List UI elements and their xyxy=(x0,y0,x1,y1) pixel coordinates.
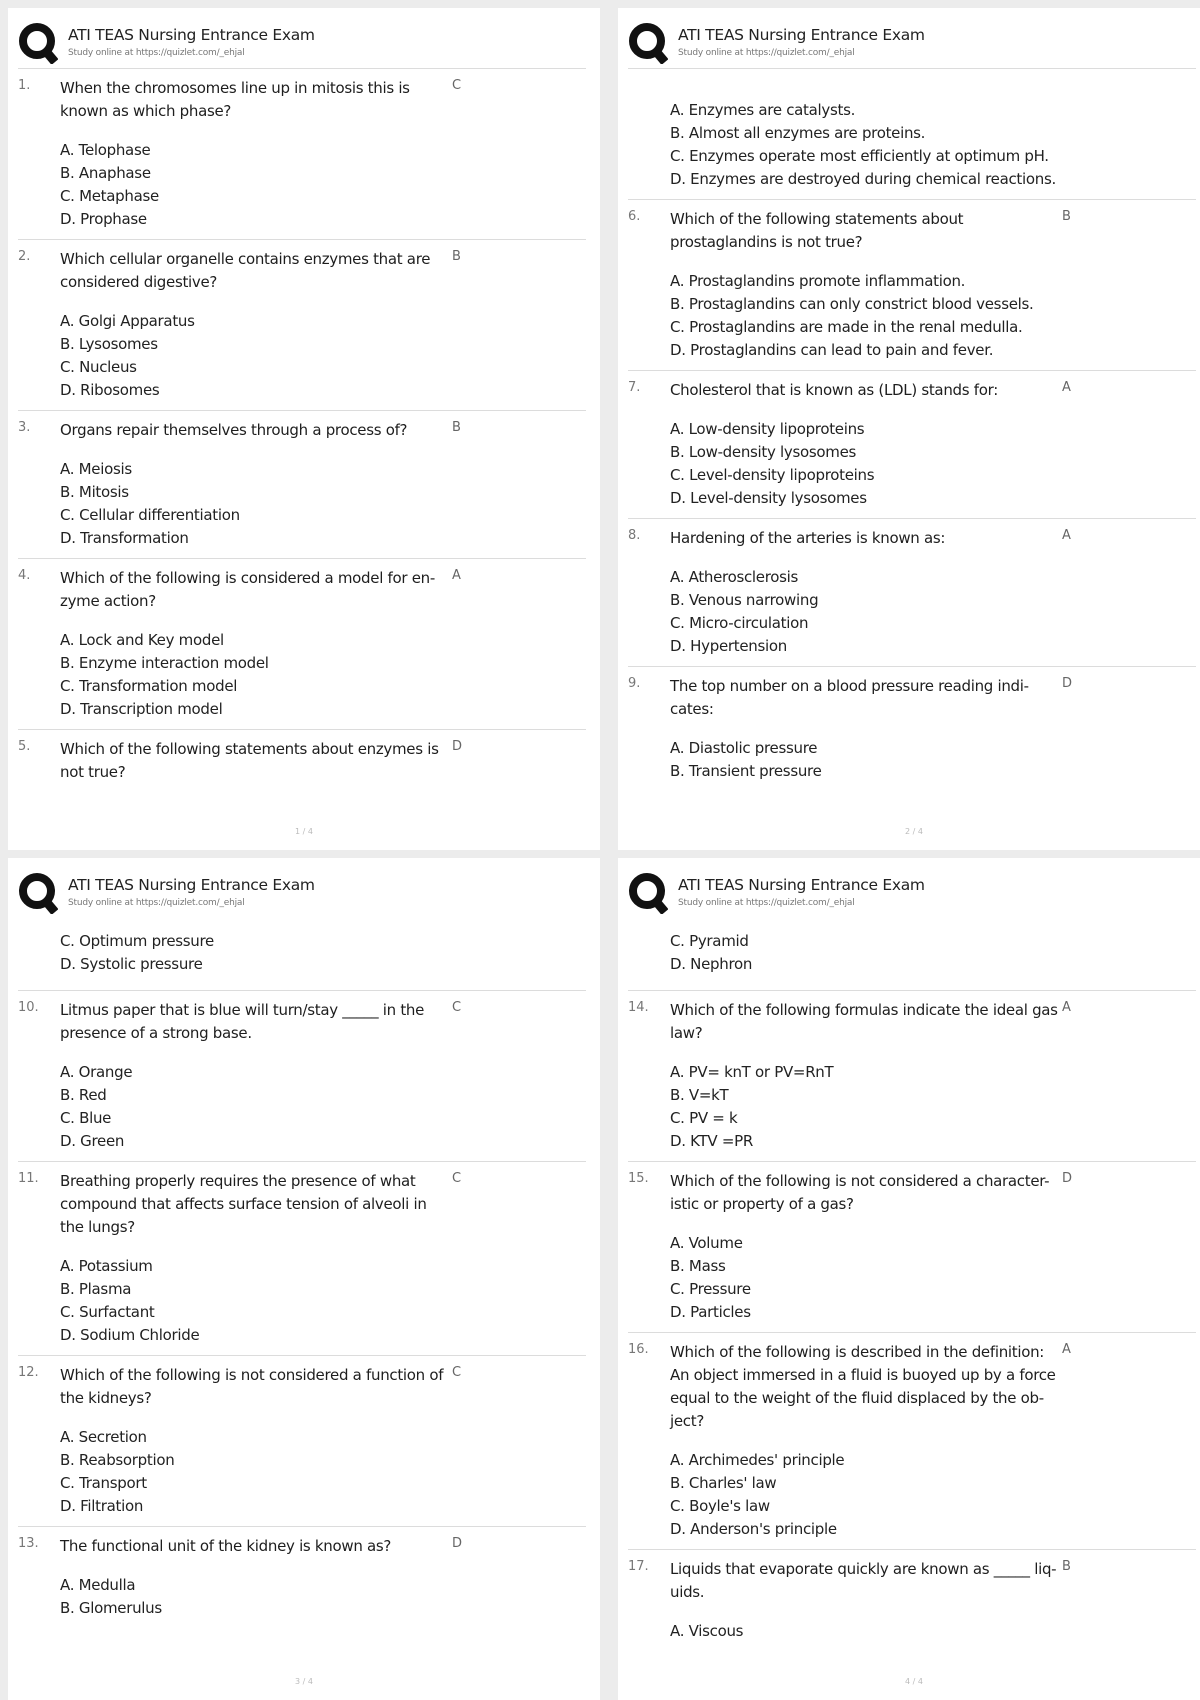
answer-key: D xyxy=(1062,1171,1073,1186)
option: C. Blue xyxy=(60,1109,112,1127)
question-text: Which of the following is not considered a function of the kidneys? xyxy=(60,1366,444,1407)
answer-key: C xyxy=(452,1365,462,1380)
question-item xyxy=(18,1161,586,1355)
option: C. PV = k xyxy=(670,1109,738,1127)
answer-options xyxy=(60,310,586,402)
question-list xyxy=(18,68,586,792)
option: D. Transcription model xyxy=(60,700,223,718)
question-item xyxy=(18,729,586,792)
question-item xyxy=(628,1549,1196,1651)
page-4 xyxy=(618,858,1200,1700)
question-text: Which of the following formulas indicate the ideal gas law? xyxy=(670,1001,1058,1042)
option: B. Charles' law xyxy=(670,1474,777,1492)
answer-options xyxy=(670,270,1196,362)
answer-key: C xyxy=(452,1171,462,1186)
question-text: Which cellular organelle contains enzymes that are considered digestive? xyxy=(60,250,431,291)
question-item xyxy=(628,199,1196,370)
option: C. Level-density lipoproteins xyxy=(670,466,875,484)
answer-key: B xyxy=(452,249,461,264)
page-subtitle: Study online at https://quizlet.com/_ehjal xyxy=(68,48,245,58)
option: A. Potassium xyxy=(60,1257,153,1275)
option: C. Optimum pressure xyxy=(60,932,214,950)
option: B. Mass xyxy=(670,1257,726,1275)
question-item xyxy=(18,239,586,410)
question-text: When the chromosomes line up in mitosis this is known as which phase? xyxy=(60,79,410,120)
answer-options xyxy=(670,1061,1196,1153)
option: A. Golgi Apparatus xyxy=(60,312,195,330)
answer-options xyxy=(60,1255,586,1347)
option: D. Nephron xyxy=(670,955,753,973)
answer-key: D xyxy=(452,739,463,754)
option: C. Cellular differentiation xyxy=(60,506,240,524)
option: B. Venous narrowing xyxy=(670,591,819,609)
question-item xyxy=(628,1161,1196,1332)
option: B. Plasma xyxy=(60,1280,132,1298)
page-header xyxy=(18,22,588,70)
answer-key: A xyxy=(452,568,461,583)
quizlet-logo-icon xyxy=(628,22,668,64)
page-2 xyxy=(618,8,1200,850)
answer-options xyxy=(60,1426,586,1518)
answer-key: A xyxy=(1062,380,1071,395)
question-item xyxy=(628,518,1196,666)
option: B. Prostaglandins can only constrict blood vessels. xyxy=(670,295,1034,313)
answer-key: B xyxy=(452,420,461,435)
question-list xyxy=(628,918,1196,1651)
option: C. Transformation model xyxy=(60,677,238,695)
option: D. Particles xyxy=(670,1303,751,1321)
option: D. Hypertension xyxy=(670,637,787,655)
page-number: 3 / 4 xyxy=(295,1677,313,1686)
question-text: Breathing properly requires the presence of what compound that affects surface tension of alveoli in the lungs? xyxy=(60,1172,427,1236)
page-subtitle: Study online at https://quizlet.com/_ehjal xyxy=(678,48,855,58)
option: B. Low-density lysosomes xyxy=(670,443,857,461)
option: B. Transient pressure xyxy=(670,762,822,780)
page-3 xyxy=(8,858,600,1700)
question-list xyxy=(18,918,586,1628)
option: D. Enzymes are destroyed during chemical reactions. xyxy=(670,170,1056,188)
option: D. Green xyxy=(60,1132,125,1150)
page-header xyxy=(18,872,588,920)
option: D. Transformation xyxy=(60,529,189,547)
option: B. Red xyxy=(60,1086,107,1104)
page-title: ATI TEAS Nursing Entrance Exam xyxy=(68,876,315,894)
quizlet-logo-icon xyxy=(628,872,668,914)
option: A. Diastolic pressure xyxy=(670,739,818,757)
page-number: 1 / 4 xyxy=(295,827,313,836)
question-number: 10. xyxy=(18,1000,39,1015)
question-number: 14. xyxy=(628,1000,649,1015)
option: D. Prophase xyxy=(60,210,147,228)
option: A. Medulla xyxy=(60,1576,136,1594)
question-item xyxy=(628,666,1196,791)
question-item xyxy=(628,370,1196,518)
answer-options xyxy=(670,1232,1196,1324)
option: D. Ribosomes xyxy=(60,381,160,399)
answer-options xyxy=(670,1620,1196,1643)
question-item xyxy=(18,69,586,239)
option: A. Meiosis xyxy=(60,460,132,478)
question-item xyxy=(18,990,586,1161)
question-number: 5. xyxy=(18,739,31,754)
question-number: 15. xyxy=(628,1171,649,1186)
question-number: 7. xyxy=(628,380,641,395)
option: A. Lock and Key model xyxy=(60,631,224,649)
question-item xyxy=(628,990,1196,1161)
answer-key: D xyxy=(1062,676,1073,691)
answer-options xyxy=(60,458,586,550)
option: C. Metaphase xyxy=(60,187,159,205)
question-text: The top number on a blood pressure reading indi- cates: xyxy=(670,677,1029,718)
question-text: Litmus paper that is blue will turn/stay _____ in the presence of a strong base. xyxy=(60,1001,425,1042)
continued-options xyxy=(628,918,1196,990)
question-text: Liquids that evaporate quickly are known as _____ liq- uids. xyxy=(670,1560,1057,1601)
answer-options xyxy=(60,139,586,231)
option: A. Telophase xyxy=(60,141,151,159)
question-number: 3. xyxy=(18,420,31,435)
continued-options xyxy=(18,918,586,990)
question-text: Organs repair themselves through a process of? xyxy=(60,421,408,439)
page-subtitle: Study online at https://quizlet.com/_ehjal xyxy=(678,898,855,908)
question-item xyxy=(18,1526,586,1628)
question-item xyxy=(18,558,586,729)
answer-key: C xyxy=(452,78,462,93)
option: B. Glomerulus xyxy=(60,1599,162,1617)
question-text: Hardening of the arteries is known as: xyxy=(670,529,946,547)
option: C. Nucleus xyxy=(60,358,137,376)
option: B. Reabsorption xyxy=(60,1451,175,1469)
page-title: ATI TEAS Nursing Entrance Exam xyxy=(678,26,925,44)
option: D. Prostaglandins can lead to pain and fever. xyxy=(670,341,994,359)
option: A. Secretion xyxy=(60,1428,147,1446)
question-item xyxy=(18,1355,586,1526)
answer-key: B xyxy=(1062,1559,1071,1574)
page-title: ATI TEAS Nursing Entrance Exam xyxy=(678,876,925,894)
page-1 xyxy=(8,8,600,850)
question-number: 13. xyxy=(18,1536,39,1551)
option: C. Prostaglandins are made in the renal medulla. xyxy=(670,318,1023,336)
quizlet-logo-icon xyxy=(18,872,58,914)
option: A. Viscous xyxy=(670,1622,744,1640)
page-number: 2 / 4 xyxy=(905,827,923,836)
answer-options xyxy=(60,1061,586,1153)
option: C. Pressure xyxy=(670,1280,751,1298)
question-list xyxy=(628,68,1196,791)
question-number: 2. xyxy=(18,249,31,264)
answer-key: C xyxy=(452,1000,462,1015)
option: A. Prostaglandins promote inflammation. xyxy=(670,272,966,290)
question-number: 17. xyxy=(628,1559,649,1574)
question-text: The functional unit of the kidney is known as? xyxy=(60,1537,392,1555)
page-header xyxy=(628,872,1198,920)
question-text: Which of the following is not considered a character- istic or property of a gas? xyxy=(670,1172,1050,1213)
question-text: Which of the following statements about enzymes is not true? xyxy=(60,740,439,781)
answer-key: B xyxy=(1062,209,1071,224)
quizlet-logo-icon xyxy=(18,22,58,64)
answer-key: A xyxy=(1062,1000,1071,1015)
page-header xyxy=(628,22,1198,70)
option: C. Pyramid xyxy=(670,932,749,950)
option: C. Boyle's law xyxy=(670,1497,770,1515)
option: D. Level-density lysosomes xyxy=(670,489,867,507)
page-number: 4 / 4 xyxy=(905,1677,923,1686)
option: B. V=kT xyxy=(670,1086,729,1104)
option: A. PV= knT or PV=RnT xyxy=(670,1063,834,1081)
option: D. Systolic pressure xyxy=(60,955,203,973)
question-text: Which of the following statements about prostaglandins is not true? xyxy=(670,210,964,251)
option: A. Archimedes' principle xyxy=(670,1451,845,1469)
option: C. Surfactant xyxy=(60,1303,155,1321)
option: D. Filtration xyxy=(60,1497,144,1515)
option: C. Transport xyxy=(60,1474,147,1492)
question-number: 4. xyxy=(18,568,31,583)
answer-options xyxy=(670,737,1196,783)
option: B. Mitosis xyxy=(60,483,129,501)
question-item xyxy=(18,410,586,558)
question-text: Cholesterol that is known as (LDL) stands for: xyxy=(670,381,998,399)
answer-options xyxy=(60,1574,586,1620)
question-text: Which of the following is considered a model for en- zyme action? xyxy=(60,569,435,610)
option: C. Micro-circulation xyxy=(670,614,809,632)
option: D. Sodium Chloride xyxy=(60,1326,200,1344)
option: A. Atherosclerosis xyxy=(670,568,799,586)
option: A. Volume xyxy=(670,1234,743,1252)
answer-key: D xyxy=(452,1536,463,1551)
option: B. Almost all enzymes are proteins. xyxy=(670,124,926,142)
option: B. Anaphase xyxy=(60,164,151,182)
answer-key: A xyxy=(1062,528,1071,543)
answer-options xyxy=(670,418,1196,510)
page-title: ATI TEAS Nursing Entrance Exam xyxy=(68,26,315,44)
question-text: Which of the following is described in the definition: An object immersed in a fluid is buoyed up by a force equal to the weight of the fluid displaced by the ob- ject? xyxy=(670,1343,1056,1430)
option: A. Low-density lipoproteins xyxy=(670,420,865,438)
page-subtitle: Study online at https://quizlet.com/_ehjal xyxy=(68,898,245,908)
option: D. KTV =PR xyxy=(670,1132,753,1150)
answer-key: A xyxy=(1062,1342,1071,1357)
option: B. Enzyme interaction model xyxy=(60,654,269,672)
option: A. Orange xyxy=(60,1063,133,1081)
question-number: 16. xyxy=(628,1342,649,1357)
question-number: 6. xyxy=(628,209,641,224)
answer-options xyxy=(670,1449,1196,1541)
option: C. Enzymes operate most efficiently at optimum pH. xyxy=(670,147,1049,165)
question-number: 11. xyxy=(18,1171,39,1186)
option: A. Enzymes are catalysts. xyxy=(670,101,856,119)
question-number: 12. xyxy=(18,1365,39,1380)
question-item xyxy=(628,1332,1196,1549)
question-number: 1. xyxy=(18,78,31,93)
answer-options xyxy=(670,566,1196,658)
answer-options xyxy=(60,629,586,721)
option: D. Anderson's principle xyxy=(670,1520,837,1538)
question-number: 9. xyxy=(628,676,641,691)
question-number: 8. xyxy=(628,528,641,543)
continued-options xyxy=(628,69,1196,199)
option: B. Lysosomes xyxy=(60,335,158,353)
